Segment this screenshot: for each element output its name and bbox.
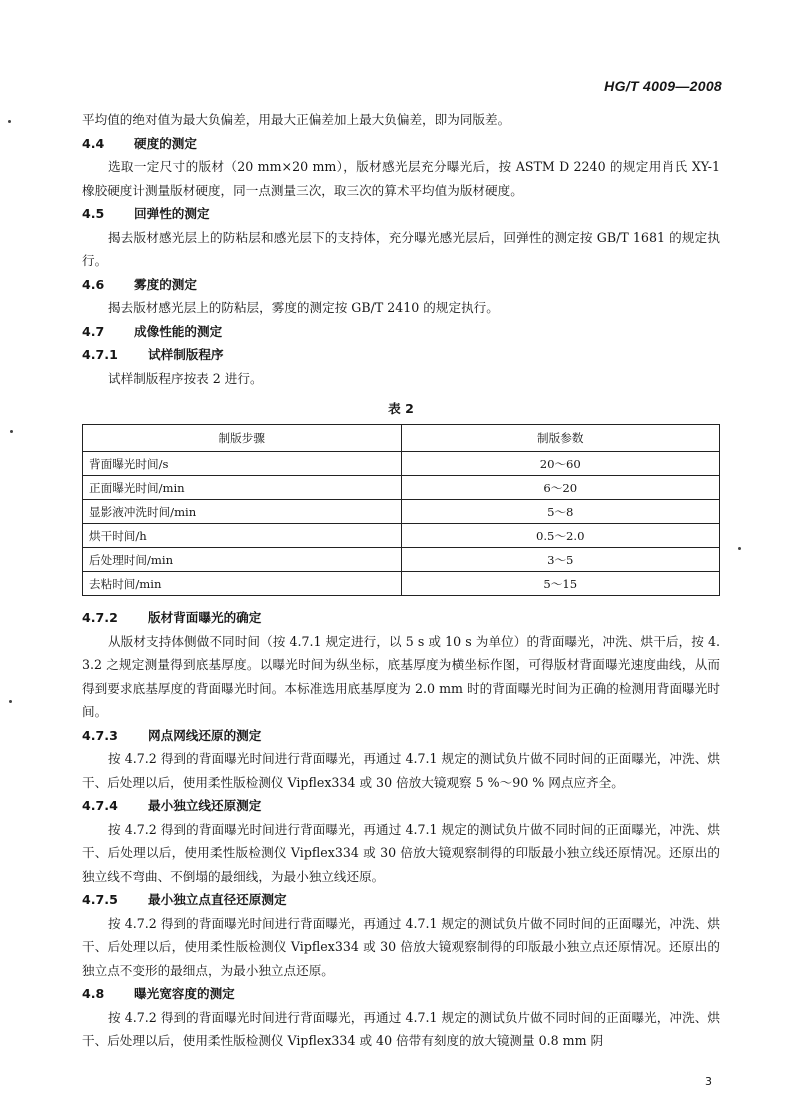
- section-4-7-4-heading: [82, 794, 720, 818]
- table-row: [83, 476, 720, 500]
- section-4-5-heading: [82, 202, 720, 226]
- table-caption: 表 2: [388, 401, 414, 416]
- table-cell-param: 3～5: [401, 548, 720, 572]
- section-title: 硬度的测定: [134, 135, 197, 151]
- section-title: 版材背面曝光的确定: [148, 610, 262, 625]
- table-cell-param: 0.5～2.0: [401, 524, 720, 548]
- table-header-row: [83, 425, 720, 452]
- section-4-7-3-text: 按 4.7.2 得到的背面曝光时间进行背面曝光，再通过 4.7.1 规定的测试负片做不同时间的正面曝光，冲洗、烘干、后处理以后，使用柔性版检测仪 Vipflex334 或 30 倍放大镜观察 5 %～90 % 网点应齐全。: [82, 751, 720, 790]
- section-4-8-text: 按 4.7.2 得到的背面曝光时间进行背面曝光，再通过 4.7.1 规定的测试负片做不同时间的正面曝光，冲洗、烘干、后处理以后，使用柔性版检测仪 Vipflex334 或 40 倍带有刻度的放大镜测量 0.8 mm 阴: [82, 1009, 720, 1048]
- scan-speck: [10, 430, 13, 433]
- table-cell-step: 背面曝光时间/s: [83, 452, 402, 476]
- section-4-7-4-text: 按 4.7.2 得到的背面曝光时间进行背面曝光，再通过 4.7.1 规定的测试负片做不同时间的正面曝光，冲洗、烘干、后处理以后，使用柔性版检测仪 Vipflex334 或 30 倍放大镜观察制得的印版最小独立线还原情况。还原出的独立线不弯曲、不倒塌的最细线，为最小独立线还原。: [82, 821, 720, 884]
- section-4-7-heading: [82, 320, 720, 344]
- table-header-step: 制版步骤: [83, 425, 402, 452]
- page-content: [82, 108, 720, 1053]
- table-row: [83, 524, 720, 548]
- page-number: 3: [705, 1075, 712, 1088]
- section-title: 网点网线还原的测定: [148, 727, 262, 743]
- table-row: [83, 548, 720, 572]
- section-number: 4.5: [82, 206, 105, 221]
- plate-making-table: [82, 424, 720, 596]
- section-4-5-text: 揭去版材感光层上的防粘层和感光层下的支持体，充分曝光感光层后，回弹性的测定按 GB/T 1681 的规定执行。: [82, 229, 720, 268]
- section-number: 4.7.4: [82, 798, 118, 813]
- table-cell-step: 后处理时间/min: [83, 548, 402, 572]
- section-number: 4.7.2: [82, 610, 118, 625]
- section-number: 4.4: [82, 135, 105, 151]
- section-4-7-5-heading: [82, 888, 720, 912]
- standard-code: HG/T 4009—2008: [604, 78, 722, 94]
- table-row: [83, 500, 720, 524]
- table-cell-param: 5～8: [401, 500, 720, 524]
- section-title: 回弹性的测定: [134, 206, 210, 221]
- table-cell-step: 烘干时间/h: [83, 524, 402, 548]
- section-number: 4.6: [82, 276, 105, 292]
- section-title: 成像性能的测定: [134, 323, 223, 339]
- table-cell-step: 正面曝光时间/min: [83, 476, 402, 500]
- section-number: 4.7.1: [82, 347, 118, 362]
- section-4-7-3-heading: [82, 724, 720, 748]
- table-row: [83, 572, 720, 596]
- section-title: 曝光宽容度的测定: [134, 986, 235, 1001]
- table-cell-step: 显影液冲洗时间/min: [83, 500, 402, 524]
- section-title: 最小独立点直径还原测定: [148, 892, 287, 907]
- section-title: 雾度的测定: [134, 276, 197, 292]
- section-4-6-heading: [82, 273, 720, 297]
- table-header-param: 制版参数: [401, 425, 720, 452]
- section-4-7-1-text: 试样制版程序按表 2 进行。: [108, 370, 263, 386]
- section-number: 4.8: [82, 986, 105, 1001]
- table-row: [83, 452, 720, 476]
- section-title: 最小独立线还原测定: [148, 798, 262, 813]
- table-cell-param: 6～20: [401, 476, 720, 500]
- section-4-7-2-heading: [82, 606, 720, 630]
- table-cell-step: 去粘时间/min: [83, 572, 402, 596]
- section-number: 4.7: [82, 323, 105, 339]
- section-4-8-heading: [82, 982, 720, 1006]
- scan-speck: [738, 547, 741, 550]
- section-4-7-2-text: 从版材支持体侧做不同时间（按 4.7.1 规定进行，以 5 s 或 10 s 为单位）的背面曝光，冲洗、烘干后，按 4.3.2 之规定测量得到底基厚度。以曝光时间为纵坐标，底基厚度为横坐标作图，可得版材背面曝光速度曲线，从而得到要求底基厚度的背面曝光时间。本标准选用底基厚度为 2.0 mm 时的背面曝光时间为正确的检测用背面曝光时间。: [82, 633, 720, 719]
- section-number: 4.7.3: [82, 727, 118, 743]
- section-4-7-5-text: 按 4.7.2 得到的背面曝光时间进行背面曝光，再通过 4.7.1 规定的测试负片做不同时间的正面曝光，冲洗、烘干、后处理以后，使用柔性版检测仪 Vipflex334 或 30 倍放大镜观察制得的印版最小独立点还原情况。还原出的独立点不变形的最细点，为最小独立点还原。: [82, 915, 720, 978]
- section-4-7-1-heading: [82, 343, 720, 367]
- scan-speck: [8, 120, 11, 123]
- table-cell-param: 20～60: [401, 452, 720, 476]
- intro-paragraph: 平均值的绝对值为最大负偏差，用最大正偏差加上最大负偏差，即为同版差。: [82, 112, 511, 127]
- section-title: 试样制版程序: [148, 347, 224, 362]
- section-4-4-heading: [82, 132, 720, 156]
- scan-speck: [9, 700, 12, 703]
- section-number: 4.7.5: [82, 892, 118, 907]
- table-cell-param: 5～15: [401, 572, 720, 596]
- section-4-6-text: 揭去版材感光层上的防粘层，雾度的测定按 GB/T 2410 的规定执行。: [108, 300, 499, 315]
- section-4-4-text: 选取一定尺寸的版材（20 mm×20 mm），版材感光层充分曝光后，按 ASTM D 2240 的规定用肖氏 XY-1 橡胶硬度计测量版材硬度，同一点测量三次，取三次的算术平均值为版材硬度。: [82, 159, 720, 198]
